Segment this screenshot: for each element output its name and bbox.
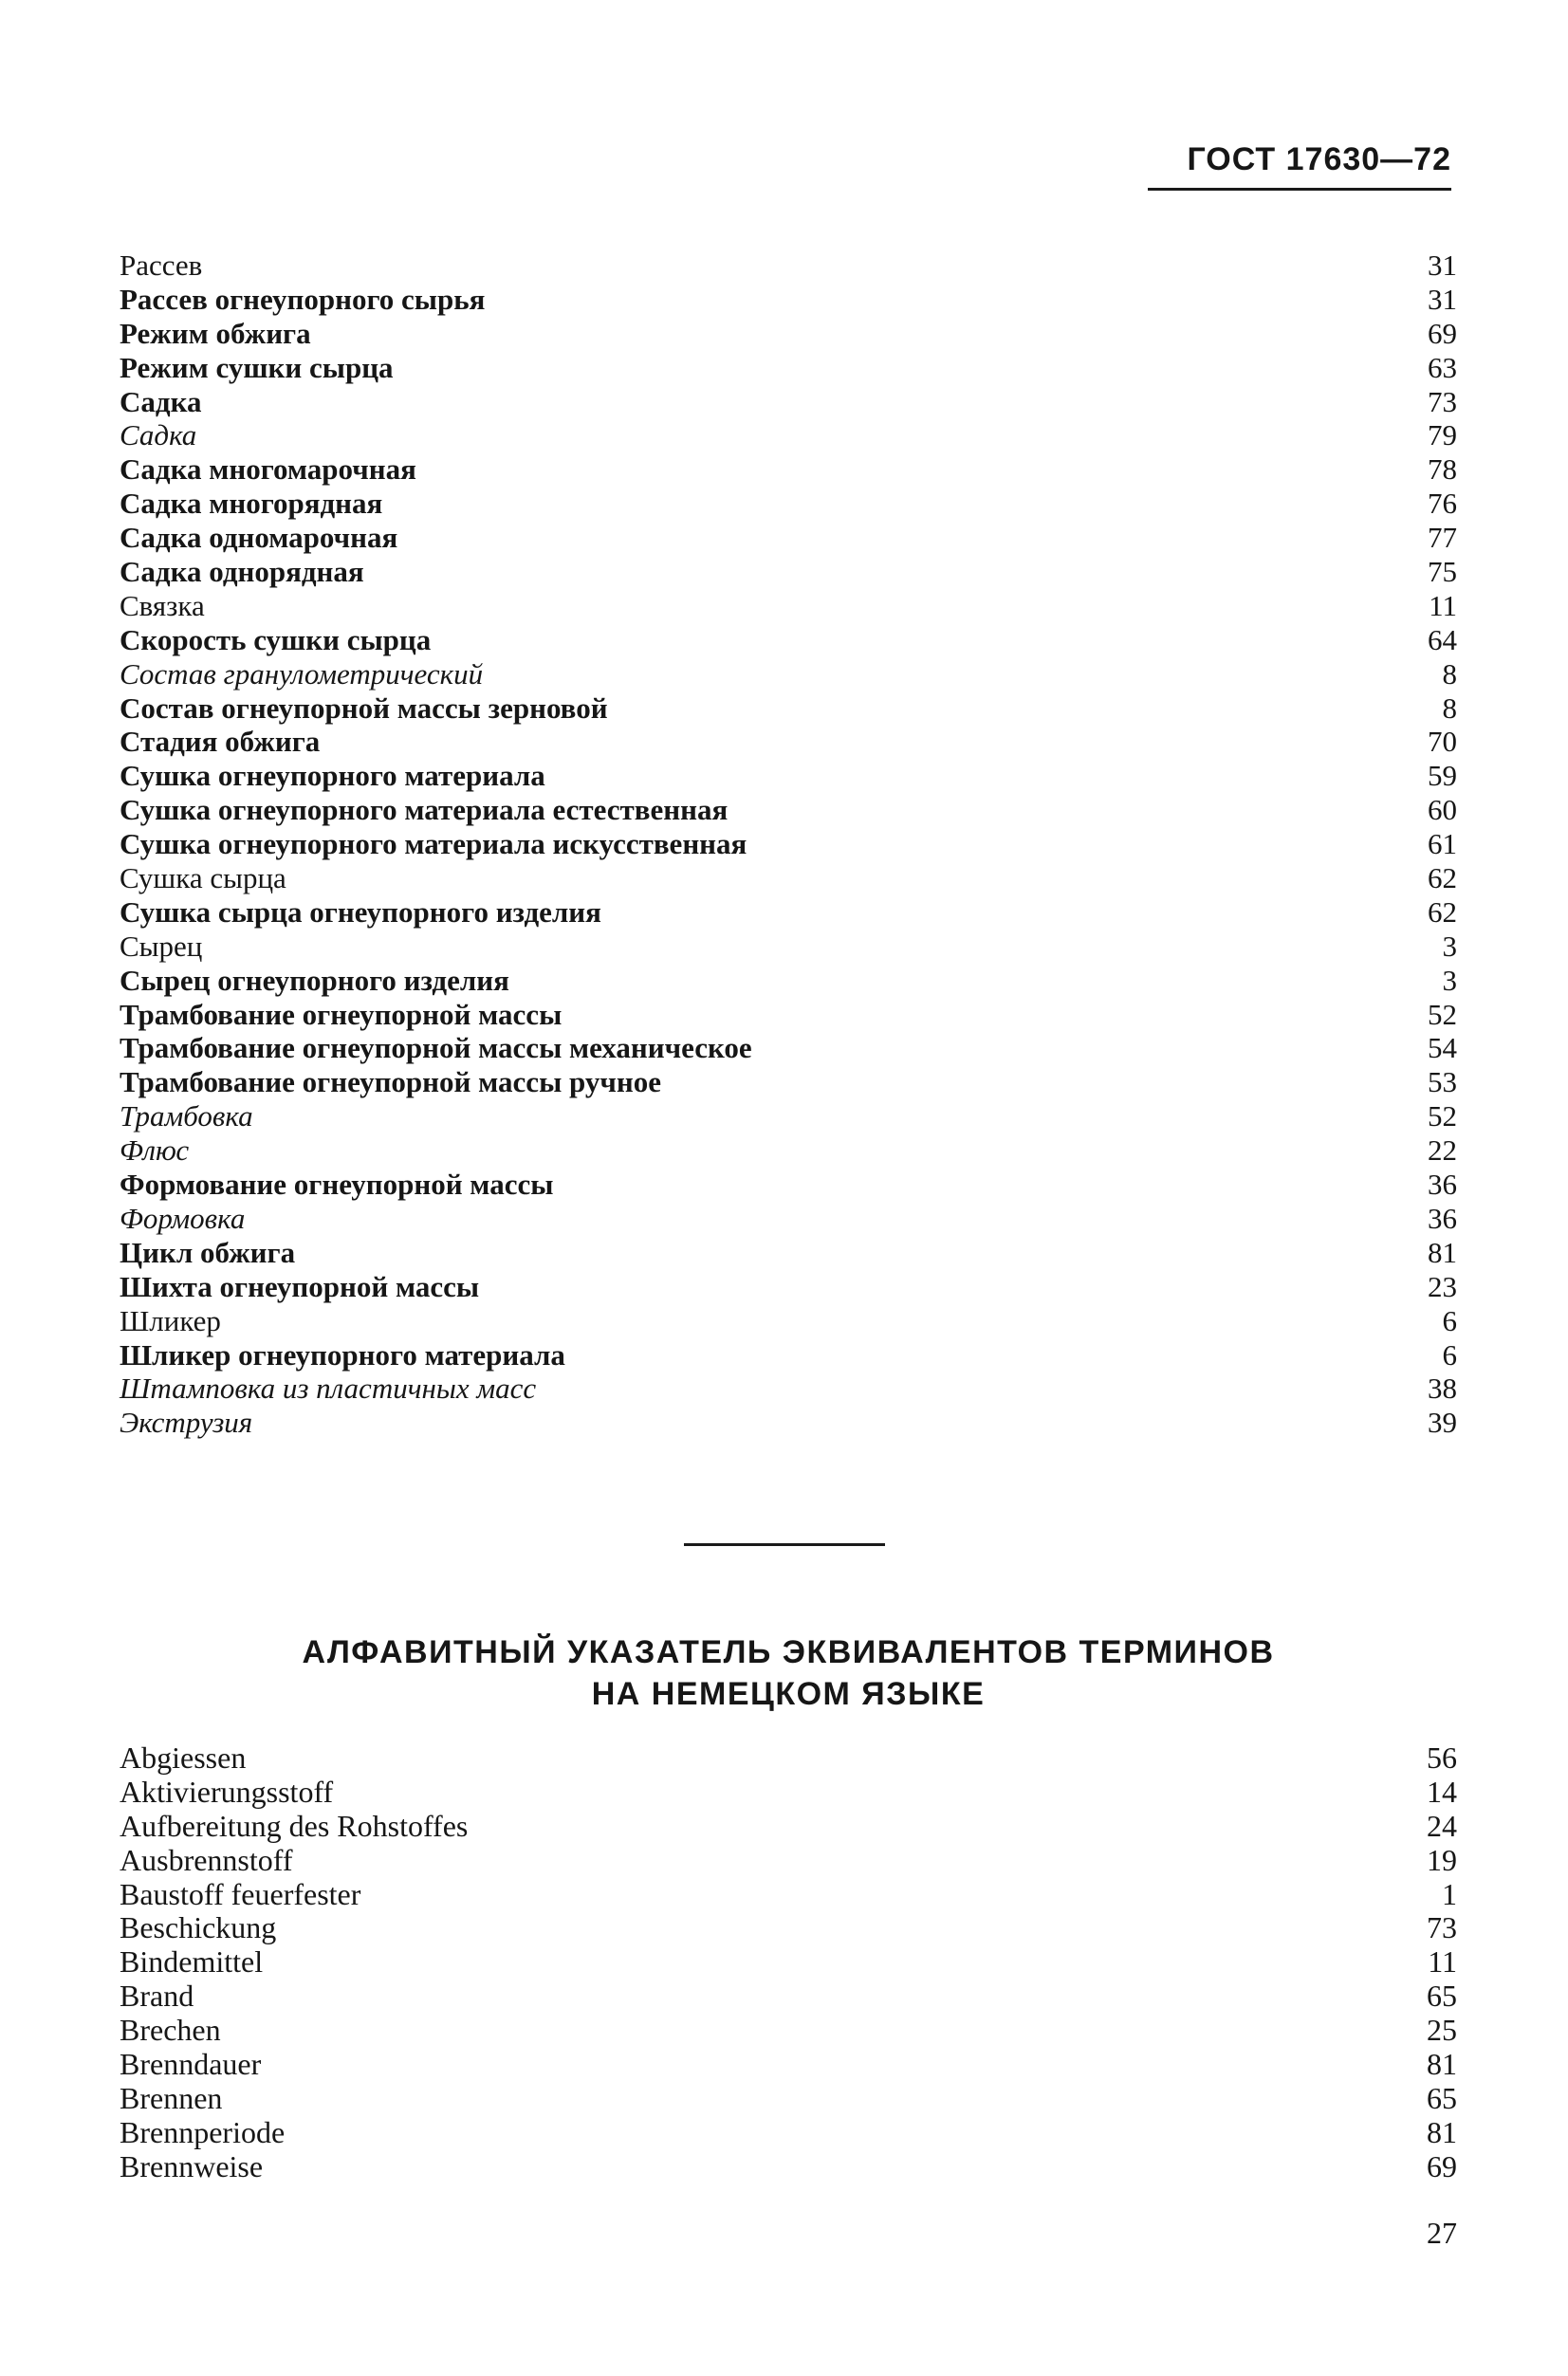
document-header (1148, 140, 1451, 178)
index-page-number: 25 (1427, 2013, 1457, 2048)
index-term: Brechen (120, 2013, 221, 2048)
index-page-number: 38 (1428, 1372, 1457, 1406)
standard-number: ГОСТ 17630—72 (1187, 141, 1451, 177)
german-term-index (120, 1741, 1457, 2184)
index-term: Садка однорядная (120, 555, 364, 589)
index-page-number: 70 (1428, 725, 1457, 759)
index-term: Флюс (120, 1133, 190, 1168)
index-term: Состав гранулометрический (120, 656, 484, 691)
index-entry (120, 759, 1457, 793)
index-entry (120, 385, 1457, 419)
index-page-number: 78 (1428, 452, 1457, 487)
index-term: Сушка огнеупорного материала (120, 759, 545, 793)
index-page-number: 14 (1427, 1774, 1457, 1809)
german-index-heading (120, 1631, 1457, 1715)
index-page-number: 54 (1428, 1031, 1457, 1065)
index-term: Трамбование огнеупорной массы (120, 997, 563, 1031)
index-page-number: 36 (1428, 1168, 1457, 1202)
index-term: Трамбование огнеупорной массы механическое (120, 1031, 752, 1065)
index-entry (120, 418, 1457, 452)
index-page-number: 77 (1428, 521, 1457, 555)
index-term: Сырец (120, 929, 203, 963)
index-term: Состав огнеупорной массы зерновой (120, 691, 608, 725)
index-page-number: 11 (1429, 588, 1457, 622)
index-entry (120, 623, 1457, 657)
index-entry (120, 1202, 1457, 1236)
index-page-number: 63 (1428, 350, 1457, 384)
index-term: Abgiessen (120, 1741, 247, 1775)
index-page-number: 19 (1427, 1842, 1457, 1877)
index-term: Режим сушки сырца (120, 350, 394, 384)
index-page-number: 79 (1428, 418, 1457, 452)
russian-term-index (120, 249, 1457, 1440)
index-page-number: 23 (1428, 1269, 1457, 1303)
index-page-number: 73 (1427, 1910, 1457, 1945)
index-term: Рассев (120, 249, 203, 282)
index-entry (120, 1168, 1457, 1202)
index-entry (120, 2048, 1457, 2082)
index-entry (120, 452, 1457, 487)
index-term: Brennweise (120, 2148, 264, 2183)
index-term: Трамбование огнеупорной массы ручное (120, 1065, 661, 1099)
index-entry (120, 1031, 1457, 1065)
index-term: Шликер огнеупорного материала (120, 1337, 565, 1372)
index-term: Ausbrennstoff (120, 1842, 293, 1877)
index-page-number: 65 (1427, 2080, 1457, 2115)
index-page-number: 36 (1428, 1201, 1457, 1235)
index-page-number: 31 (1428, 249, 1457, 282)
index-page-number: 62 (1428, 861, 1457, 895)
index-term: Режим обжига (120, 316, 311, 350)
index-entry (120, 1810, 1457, 1844)
index-entry (120, 2014, 1457, 2048)
index-term: Сушка сырца (120, 861, 286, 895)
index-page-number: 73 (1428, 384, 1457, 418)
index-page-number: 6 (1442, 1303, 1457, 1337)
index-page-number: 1 (1442, 1876, 1457, 1911)
index-term: Сушка сырца огнеупорного изделия (120, 894, 601, 929)
index-entry (120, 317, 1457, 351)
index-entry (120, 895, 1457, 930)
index-page-number: 24 (1427, 1808, 1457, 1843)
index-entry (120, 1878, 1457, 1912)
index-entry (120, 1980, 1457, 2014)
index-entry (120, 1065, 1457, 1099)
index-term: Стадия обжига (120, 725, 321, 759)
index-term: Скорость сушки сырца (120, 622, 432, 656)
index-term: Шихта огнеупорной массы (120, 1269, 480, 1303)
index-term: Садка (120, 384, 202, 418)
index-entry (120, 2082, 1457, 2116)
index-page-number: 3 (1442, 963, 1457, 997)
index-entry (120, 1406, 1457, 1440)
german-index-heading-line-2: НА НЕМЕЦКОМ ЯЗЫКЕ (591, 1676, 986, 1712)
index-entry (120, 1304, 1457, 1338)
index-page-number: 31 (1428, 282, 1457, 316)
german-index-heading-line-1: АЛФАВИТНЫЙ УКАЗАТЕЛЬ ЭКВИВАЛЕНТОВ ТЕРМИНОВ (302, 1634, 1275, 1670)
section-separator (684, 1543, 885, 1546)
header-underline (1148, 188, 1451, 191)
index-entry (120, 283, 1457, 317)
index-term: Сушка огнеупорного материала искусственная (120, 827, 747, 861)
index-page-number: 53 (1428, 1065, 1457, 1099)
index-page-number: 56 (1427, 1741, 1457, 1775)
index-term: Рассев огнеупорного сырья (120, 282, 486, 316)
index-page-number: 81 (1428, 1235, 1457, 1269)
index-page-number: 81 (1427, 2047, 1457, 2082)
page-number: 27 (1427, 2216, 1457, 2250)
index-term: Садка многорядная (120, 487, 383, 521)
index-term: Формовка (120, 1201, 246, 1235)
index-entry (120, 1945, 1457, 1980)
index-entry (120, 827, 1457, 861)
index-page-number: 61 (1428, 827, 1457, 861)
index-entry (120, 1911, 1457, 1945)
index-term: Brand (120, 1979, 194, 2014)
index-entry (120, 1741, 1457, 1776)
index-page-number: 3 (1442, 929, 1457, 963)
index-page-number: 69 (1427, 2148, 1457, 2183)
index-term: Цикл обжига (120, 1235, 296, 1269)
index-term: Сушка огнеупорного материала естественная (120, 793, 729, 827)
index-term: Baustoff feuerfester (120, 1876, 361, 1911)
index-term: Садка одномарочная (120, 521, 398, 555)
index-entry (120, 1844, 1457, 1878)
index-entry (120, 2150, 1457, 2184)
index-term: Связка (120, 588, 205, 622)
index-entry (120, 2116, 1457, 2150)
index-entry (120, 249, 1457, 283)
index-term: Шликер (120, 1303, 221, 1337)
index-term: Aufbereitung des Rohstoffes (120, 1808, 469, 1843)
index-page-number: 64 (1428, 622, 1457, 656)
index-page-number: 65 (1427, 1979, 1457, 2014)
index-entry (120, 998, 1457, 1032)
index-term: Aktivierungsstoff (120, 1774, 334, 1809)
index-page-number: 8 (1442, 691, 1457, 725)
index-entry (120, 1133, 1457, 1168)
index-page-number: 81 (1427, 2114, 1457, 2149)
index-entry (120, 964, 1457, 998)
index-entry (120, 930, 1457, 964)
index-page-number: 22 (1428, 1133, 1457, 1168)
index-entry (120, 861, 1457, 895)
index-page-number: 8 (1442, 656, 1457, 691)
index-entry (120, 1372, 1457, 1406)
index-term: Beschickung (120, 1910, 277, 1945)
index-entry (120, 555, 1457, 589)
index-term: Экструзия (120, 1406, 253, 1440)
index-term: Brennperiode (120, 2114, 286, 2149)
index-page-number: 6 (1442, 1337, 1457, 1372)
index-term: Трамбовка (120, 1099, 253, 1133)
index-page-number: 60 (1428, 793, 1457, 827)
index-entry (120, 1236, 1457, 1270)
index-entry (120, 691, 1457, 726)
index-term: Садка (120, 418, 197, 452)
index-entry (120, 1099, 1457, 1133)
index-page-number: 52 (1428, 997, 1457, 1031)
index-page-number: 39 (1428, 1406, 1457, 1440)
index-term: Формование огнеупорной массы (120, 1168, 554, 1202)
index-entry (120, 1338, 1457, 1372)
index-page-number: 11 (1428, 1944, 1457, 1980)
index-term: Brennen (120, 2080, 223, 2115)
index-page-number: 52 (1428, 1099, 1457, 1133)
index-term: Сырец огнеупорного изделия (120, 963, 509, 997)
index-page-number: 76 (1428, 487, 1457, 521)
index-page-number: 69 (1428, 316, 1457, 350)
index-term: Brenndauer (120, 2047, 262, 2082)
index-entry (120, 793, 1457, 827)
index-term: Bindemittel (120, 1944, 264, 1980)
index-page-number: 75 (1428, 555, 1457, 589)
index-entry (120, 589, 1457, 623)
index-entry (120, 521, 1457, 555)
index-page-number: 59 (1428, 759, 1457, 793)
index-term: Садка многомарочная (120, 452, 416, 487)
index-entry (120, 487, 1457, 521)
index-entry (120, 351, 1457, 385)
index-entry (120, 657, 1457, 691)
index-entry (120, 1776, 1457, 1810)
index-entry (120, 1270, 1457, 1304)
index-term: Штамповка из пластичных масс (120, 1372, 537, 1406)
index-entry (120, 725, 1457, 759)
index-page-number: 62 (1428, 894, 1457, 929)
